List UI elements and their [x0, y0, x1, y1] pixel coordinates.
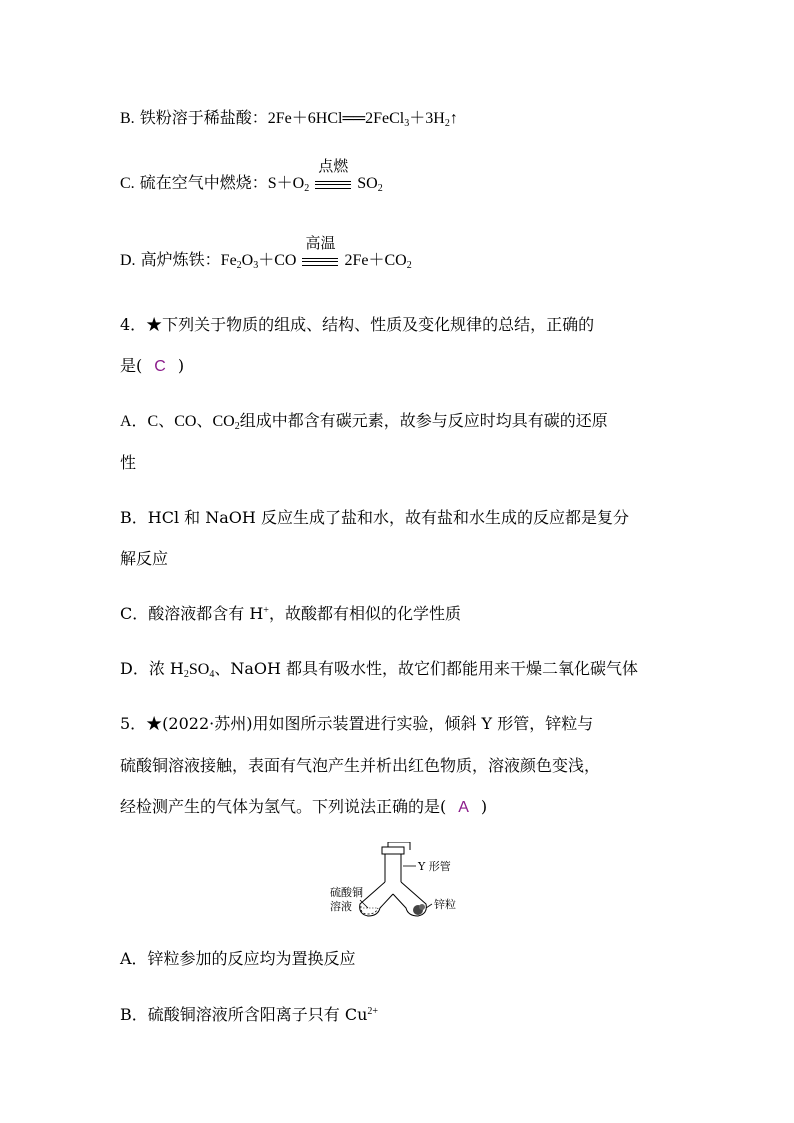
equation-d: $Fe_2O_3+CO$ 高温 $2Fe+CO_2$ — [220, 236, 412, 271]
question-4-stem: 4．★下列关于物质的组成、结构、性质及变化规律的总结，正确的 — [120, 315, 595, 334]
question-4-option-a-2: 性 — [120, 453, 137, 472]
answer-mark: C — [154, 358, 166, 375]
question-4-option-b: B．HCl 和 NaOH 反应生成了盐和水，故有盐和水生成的反应都是复分 — [120, 508, 629, 527]
label-solution-1: 硫酸铜 — [330, 886, 363, 899]
label-solution-2: 溶液 — [330, 900, 352, 913]
question-4-option-a: A．C、CO、$CO_2$组成中都含有碳元素，故参与反应时均具有碳的还原 — [120, 411, 608, 432]
option-b-prev: B. 铁粉溶于稀盐酸：$2Fe+6HCl══2FeCl_3+3H_2↑$ — [120, 108, 458, 129]
question-4-option-b-2: 解反应 — [120, 549, 169, 568]
question-5-stem-1: 5．★(2022·苏州)用如图所示装置进行实验，倾斜 Y 形管，锌粒与 — [120, 714, 594, 733]
question-4-option-c: C．酸溶液都含有 H+，故酸都有相似的化学性质 — [120, 604, 461, 623]
y-tube-apparatus-figure — [330, 842, 470, 920]
question-5-option-b: B．硫酸铜溶液所含阳离子只有 $Cu^{2+}$ — [120, 1005, 379, 1024]
question-5-option-a: A．锌粒参加的反应均为置换反应 — [120, 949, 356, 968]
answer-mark: A — [458, 799, 469, 816]
option-c-prev: C. 硫在空气中燃烧：$S+O_2$ 点燃 $SO_2$ — [120, 159, 383, 194]
question-5-stem-2: 硫酸铜溶液接触，表面有气泡产生并析出红色物质，溶液颜色变浅， — [120, 756, 601, 775]
question-4-option-d: D．浓 $H_2SO_4$、NaOH 都具有吸水性，故它们都能用来干燥二氧化碳气体 — [120, 659, 639, 680]
y-tube-drawing — [330, 842, 470, 920]
label-y-tube: Y 形管 — [418, 860, 451, 873]
question-5-stem-3: 经检测产生的气体为氢气。下列说法正确的是( A ) — [120, 797, 488, 816]
equation-b: $2Fe+6HCl══2FeCl_3+3H_2↑$ — [267, 110, 458, 129]
question-4-stem-2: 是( C ) — [120, 356, 185, 375]
reaction-condition-arrow: 高温 — [302, 249, 338, 271]
option-d-prev: D. 高炉炼铁：$Fe_2O_3+CO$ 高温 $2Fe+CO_2$ — [120, 236, 412, 271]
reaction-condition-arrow: 点燃 — [315, 172, 351, 194]
equation-c: $S+O_2$ 点燃 $SO_2$ — [267, 159, 383, 194]
label-zinc: 锌粒 — [434, 898, 456, 911]
